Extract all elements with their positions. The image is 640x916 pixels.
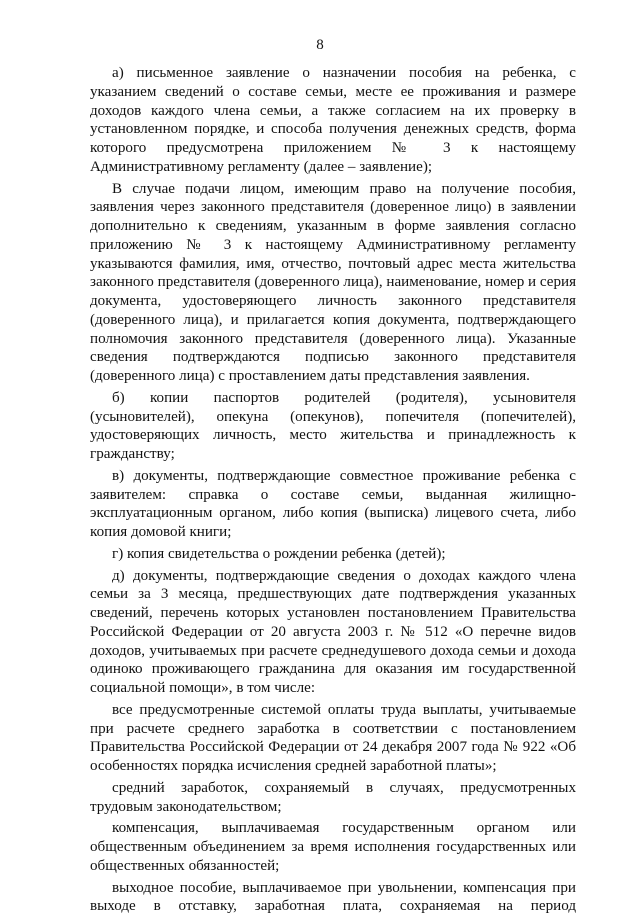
text-line: выходе в отставку, заработная плата, сохраняемая на период xyxy=(90,897,576,916)
paragraph xyxy=(90,389,576,464)
text-line: В случае подачи лицом, имеющим право на получение пособия, xyxy=(90,180,576,199)
text-line: полномочия законного представителя (доверенного лица). Указанные xyxy=(90,330,576,349)
text-line: трудовым законодательством; xyxy=(90,798,576,817)
text-line: указываются фамилия, имя, отчество, почтовый адрес места жительства xyxy=(90,255,576,274)
text-line: (доверенного лица), и прилагается копия документа, подтверждающего xyxy=(90,311,576,330)
text-line: копия домовой книги; xyxy=(90,523,576,542)
paragraph xyxy=(90,779,576,817)
paragraph xyxy=(90,819,576,875)
text-line: семьи за 3 месяца, предшествующих дате подтверждения указанных xyxy=(90,585,576,604)
text-line: сведения подтверждаются подписью законного представителя xyxy=(90,348,576,367)
paragraph xyxy=(90,467,576,542)
paragraph xyxy=(90,180,576,386)
text-line: удостоверяющих личность, место жительства и принадлежность к xyxy=(90,426,576,445)
text-line: социальной помощи», в том числе: xyxy=(90,679,576,698)
text-line: особенностях порядка исчисления средней заработной платы»; xyxy=(90,757,576,776)
text-line: б) копии паспортов родителей (родителя), усыновителя xyxy=(90,389,576,408)
text-line: которого предусмотрена приложением № 3 к настоящему xyxy=(90,139,576,158)
paragraph xyxy=(90,567,576,698)
paragraph xyxy=(90,701,576,776)
text-line: при расчете среднего заработка в соответствии с постановлением xyxy=(90,720,576,739)
paragraph xyxy=(90,64,576,177)
text-line: а) письменное заявление о назначении пособия на ребенка, с xyxy=(90,64,576,83)
text-line: документа, удостоверяющего личность законного представителя xyxy=(90,292,576,311)
text-line: указанием сведений о составе семьи, месте ее проживания и размере xyxy=(90,83,576,102)
document-body xyxy=(90,64,576,916)
text-line: доходов каждого члена семьи, а также согласием на их проверку в xyxy=(90,102,576,121)
text-line: компенсация, выплачиваемая государственным органом или xyxy=(90,819,576,838)
text-line: (доверенного лица) с проставлением даты представления заявления. xyxy=(90,367,576,386)
text-line: в) документы, подтверждающие совместное проживание ребенка с xyxy=(90,467,576,486)
text-line: доходов, учитываемых при расчете среднедушевого дохода семьи и дохода xyxy=(90,642,576,661)
text-line: заявителем: справка о составе семьи, выданная жилищно- xyxy=(90,486,576,505)
text-line: гражданству; xyxy=(90,445,576,464)
text-line: средний заработок, сохраняемый в случаях, предусмотренных xyxy=(90,779,576,798)
text-line: г) копия свидетельства о рождении ребенка (детей); xyxy=(90,545,576,564)
text-line: Административному регламенту (далее – заявление); xyxy=(90,158,576,177)
text-line: выходное пособие, выплачиваемое при увольнении, компенсация при xyxy=(90,879,576,898)
text-line: заявления через законного представителя (доверенное лицо) в заявлении xyxy=(90,198,576,217)
text-line: все предусмотренные системой оплаты труда выплаты, учитываемые xyxy=(90,701,576,720)
text-line: общественным объединением за время исполнения государственных или xyxy=(90,838,576,857)
page-number: 8 xyxy=(0,36,640,54)
text-line: сведений, перечень которых установлен постановлением Правительства xyxy=(90,604,576,623)
text-line: установленном порядке, и способа получения денежных средств, форма xyxy=(90,120,576,139)
paragraph xyxy=(90,879,576,916)
text-line: приложению № 3 к настоящему Административному регламенту xyxy=(90,236,576,255)
text-line: эксплуатационным органом, либо копия (выписка) лицевого счета, либо xyxy=(90,504,576,523)
text-line: одиноко проживающего гражданина для оказания им государственной xyxy=(90,660,576,679)
text-line: общественных обязанностей; xyxy=(90,857,576,876)
paragraph xyxy=(90,545,576,564)
text-line: (усыновителей), опекуна (опекунов), попечителя (попечителей), xyxy=(90,408,576,427)
text-line: законного представителя (доверенного лица), наименование, номер и серия xyxy=(90,273,576,292)
text-line: Российской Федерации от 20 августа 2003 г. № 512 «О перечне видов xyxy=(90,623,576,642)
text-line: дополнительно к сведениям, указанным в форме заявления согласно xyxy=(90,217,576,236)
text-line: Правительства Российской Федерации от 24 декабря 2007 года № 922 «Об xyxy=(90,738,576,757)
text-line: д) документы, подтверждающие сведения о доходах каждого члена xyxy=(90,567,576,586)
